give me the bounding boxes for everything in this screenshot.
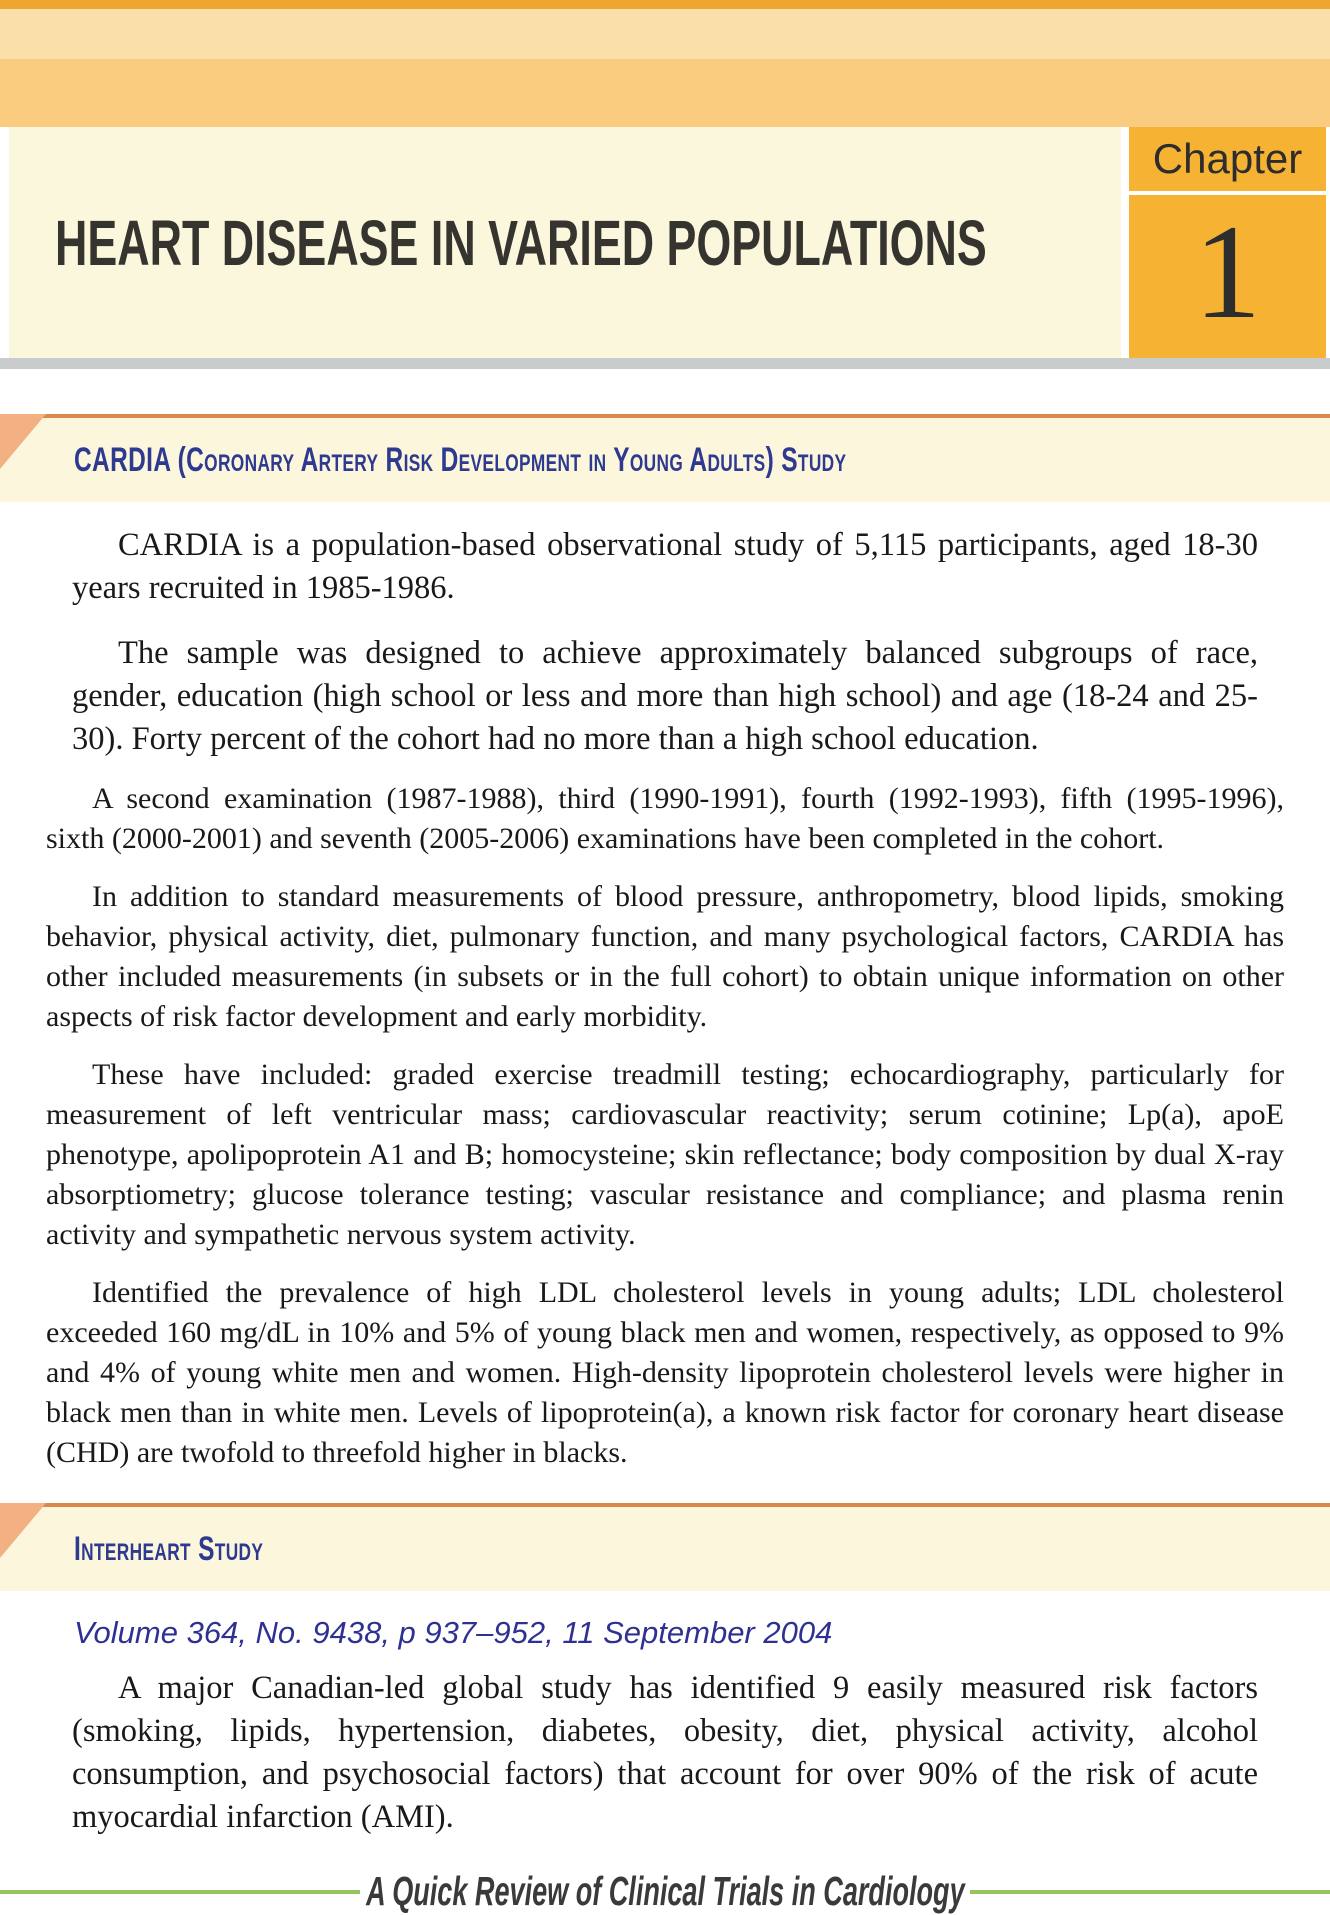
chapter-tab [1129, 127, 1326, 358]
body-paragraph: The sample was designed to achieve approximately balanced subgroups of race, gender, education (high school or less and more than high school) and age (18-24 and 25-30). Forty percent of the cohort had no more than a high school education. [72, 635, 1258, 757]
body-paragraph: CARDIA is a population-based observational study of 5,115 participants, aged 18-30 years recruited in 1985-1986. [72, 527, 1258, 606]
header-band-dark [0, 0, 1330, 9]
section-heading-interheart: Interheart Study [74, 1529, 264, 1568]
footer-rule-left [0, 1890, 360, 1894]
body-paragraph: Identified the prevalence of high LDL cholesterol levels in young adults; LDL cholesterol exceeded 160 mg/dL in 10% and 5% of young black men and women, respectively, as opposed to 9% and 4% of young white men and women. High-density lipoprotein cholesterol levels were higher in black men than in white men. Levels of lipoprotein(a), a known risk factor for coronary heart disease (CHD) are twofold to threefold higher in blacks. [46, 1276, 1284, 1469]
section-band-cardia [0, 414, 1330, 502]
section-band-interheart [0, 1503, 1330, 1591]
footer-text: A Quick Review of Clinical Trials in Cardiology [365, 1868, 965, 1914]
page-header [0, 0, 1330, 369]
chapter-title-box [9, 127, 1121, 358]
chapter-label: Chapter [1129, 127, 1326, 195]
corner-ribbon-icon [0, 1503, 46, 1558]
body-paragraph: A major Canadian-led global study has identified 9 easily measured risk factors (smoking, lipids, hypertension, diabetes, obesity, diet, physical activity, alcohol consumption, and psychosocial factors) that account for over 90% of the risk of acute myocardial infarction (AMI). [72, 1670, 1258, 1835]
body-paragraph: In addition to standard measurements of blood pressure, anthropometry, blood lipids, smoking behavior, physical activity, diet, pulmonary function, and many psychological factors, CARDIA has other included measurements (in subsets or in the full cohort) to obtain unique information on other aspects of risk factor development and early morbidity. [46, 880, 1284, 1033]
header-band-light [0, 9, 1330, 59]
page-body [0, 414, 1330, 1839]
page-title: HEART DISEASE IN VARIED POPULATIONS [55, 206, 987, 279]
section-heading-cardia: CARDIA (Coronary Artery Risk Development in Young Adults) Study [74, 440, 847, 479]
journal-reference: Volume 364, No. 9438, p 937–952, 11 September 2004 [74, 1615, 833, 1650]
header-row [0, 127, 1330, 358]
header-band-medium [0, 59, 1330, 127]
body-paragraph: These have included: graded exercise treadmill testing; echocardiography, particularly for measurement of left ventricular mass; cardiovascular reactivity; serum cotinine; Lp(a), apoE phenotype, apolipoprotein A1 and B; homocysteine; skin reflectance; body composition by dual X-ray absorptiometry; glucose tolerance testing; vascular resistance and compliance; and plasma renin activity and sympathetic nervous system activity. [46, 1058, 1284, 1251]
header-shadow-strip [0, 358, 1330, 369]
chapter-number: 1 [1193, 198, 1262, 347]
footer-rule-right [970, 1890, 1330, 1894]
page-footer [0, 1868, 1330, 1915]
footer-text-box [360, 1868, 970, 1915]
body-paragraph: A second examination (1987-1988), third (1990-1991), fourth (1992-1993), fifth (1995-1996), sixth (2000-2001) and seventh (2005-2006) examinations have been completed in the cohort. [46, 782, 1284, 855]
corner-ribbon-icon [0, 414, 46, 469]
